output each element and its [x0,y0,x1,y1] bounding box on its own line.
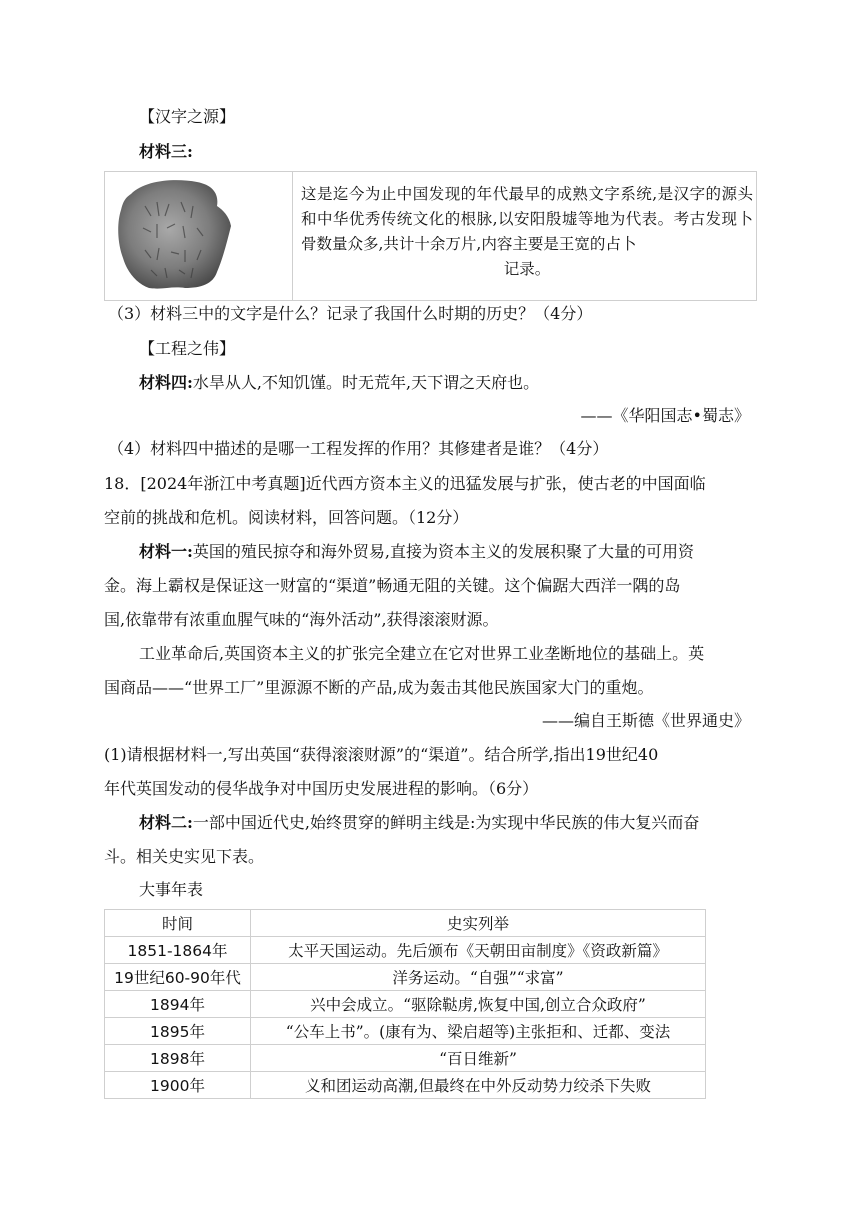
question-3: （3）材料三中的文字是什么？记录了我国什么时期的历史？（4分） [108,304,593,323]
table-row [105,1072,706,1099]
table-row [105,991,706,1018]
material3-line: 记录。 [503,260,551,278]
cell-time: 19世纪60-90年代 [105,964,251,991]
oracle-bone-image [105,172,293,300]
table-header-row [105,910,706,937]
material3-line: 源头和中华优秀传统文化的根脉,以安阳殷墟等地为代表。考 [301,185,753,228]
cell-time: 1900年 [105,1072,251,1099]
material3-line: 这是迄今为止中国发现的年代最早的成熟文字系统,是汉字的 [301,185,722,203]
material1-label: 材料一: [139,542,193,561]
material1-source: ——编自王斯德《世界通史》 [541,711,750,730]
table-row [105,1018,706,1045]
question-18-line: 空前的挑战和危机。阅读材料，回答问题。（12分） [104,508,469,527]
question-18-line: 18．[2024年浙江中考真题]近代西方资本主义的迅猛发展与扩张，使古老的中国面临 [104,474,706,493]
cell-fact: “百日维新” [251,1045,706,1072]
cell-time: 1894年 [105,991,251,1018]
cell-fact: “公车上书”。(康有为、梁启超等)主张拒和、迁都、变法 [251,1018,706,1045]
material1-line: 英国的殖民掠夺和海外贸易,直接为资本主义的发展积聚了大量的可用资 [192,542,695,561]
cell-fact: 兴中会成立。“驱除鞑虏,恢复中国,创立合众政府” [251,991,706,1018]
cell-time: 1898年 [105,1045,251,1072]
header-facts: 史实列举 [251,910,706,937]
cell-fact: 太平天国运动。先后颁布《天朝田亩制度》《资政新篇》 [251,937,706,964]
question-4: （4）材料四中描述的是哪一工程发挥的作用？其修建者是谁？（4分） [108,439,609,458]
cell-time: 1895年 [105,1018,251,1045]
sub-question-1-line: (1)请根据材料一,写出英国“获得滚滚财源”的“渠道”。结合所学,指出19世纪40 [104,745,659,764]
material1-line: 国,依靠带有浓重血腥气味的“海外活动”,获得滚滚财源。 [104,610,499,629]
section-hanzi: 【汉字之源】 [139,107,236,126]
material3-label: 材料三: [139,142,193,161]
header-time: 时间 [105,910,251,937]
material3-text [301,182,753,282]
cell-fact: 义和团运动高潮,但最终在中外反动势力绞杀下失败 [251,1072,706,1099]
material1-para2-line: 工业革命后,英国资本主义的扩张完全建立在它对世界工业垄断地位的基础上。英 [139,644,705,663]
table-row [105,937,706,964]
material2-label: 材料二: [139,813,193,832]
material3-line: 古发现卜骨数量众多,共计十余万片,内容主要是王宽的占卜 [301,210,753,253]
material4-text: 水旱从人,不知饥馑。时无荒年,天下谓之天府也。 [192,373,540,392]
material1-para2-line: 国商品——“世界工厂”里源源不断的产品,成为轰击其他民族国家大门的重炮。 [104,678,654,697]
sub-question-1-line: 年代英国发动的侵华战争对中国历史发展进程的影响。（6分） [104,779,539,798]
table-row [105,964,706,991]
material4-label: 材料四: [139,373,193,392]
material3-box [104,171,757,301]
table-title: 大事年表 [139,880,204,899]
table-row [105,1045,706,1072]
material4-source: ——《华阳国志•蜀志》 [580,406,750,425]
material1-line: 金。海上霸权是保证这一财富的“渠道”畅通无阻的关键。这个偏踞大西洋一隅的岛 [104,576,681,595]
cell-fact: 洋务运动。“自强”“求富” [251,964,706,991]
section-engineering: 【工程之伟】 [139,339,236,358]
material2-line: 斗。相关史实见下表。 [104,847,265,866]
cell-time: 1851-1864年 [105,937,251,964]
material2-line: 一部中国近代史,始终贯穿的鲜明主线是:为实现中华民族的伟大复兴而奋 [192,813,700,832]
events-table [104,909,706,1099]
